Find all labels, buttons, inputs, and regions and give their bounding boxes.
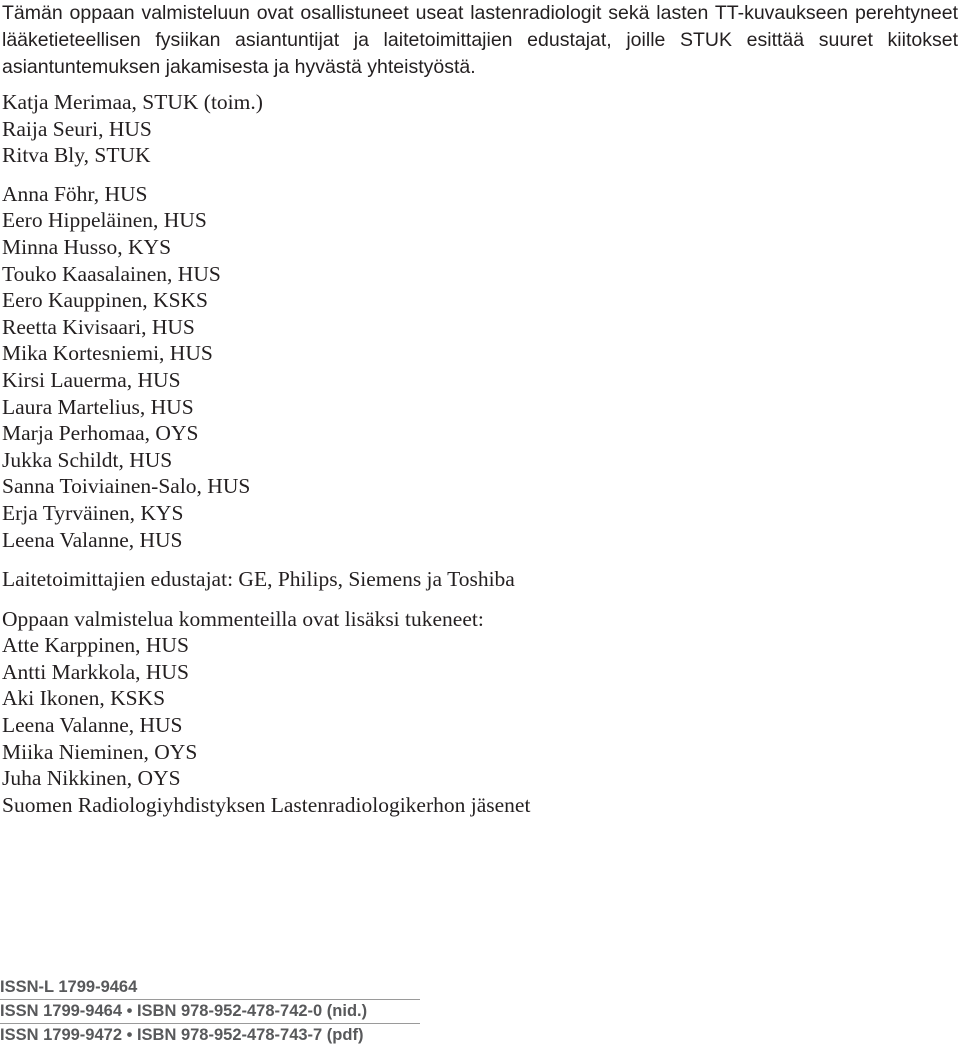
contributor-line: Marja Perhomaa, OYS [2, 421, 199, 446]
contributor-line: Anna Föhr, HUS [2, 181, 148, 206]
issn-print-line: ISSN 1799-9464 • ISBN 978-952-478-742-0 (nid.) [0, 1002, 368, 1020]
contributor-line: Leena Valanne, HUS [2, 527, 183, 552]
commenter-line: Leena Valanne, HUS [2, 713, 183, 738]
commenter-line: Antti Markkola, HUS [2, 659, 189, 684]
issn-l-line: ISSN-L 1799-9464 [0, 978, 138, 996]
contributor-line: Reetta Kivisaari, HUS [2, 314, 195, 339]
commenter-line: Juha Nikkinen, OYS [2, 766, 181, 791]
contributor-line: Laura Martelius, HUS [2, 394, 194, 419]
commenter-line: Aki Ikonen, KSKS [2, 686, 166, 711]
vendors-line: Laitetoimittajien edustajat: GE, Philips, Siemens ja Toshiba [2, 567, 515, 592]
commenter-line: Miika Nieminen, OYS [2, 739, 198, 764]
commenter-line: Atte Karppinen, HUS [2, 633, 189, 658]
editor-line: Katja Merimaa, STUK (toim.) [2, 90, 263, 114]
contributor-line: Sanna Toiviainen-Salo, HUS [2, 474, 251, 499]
editor-line: Raija Seuri, HUS [2, 116, 152, 141]
contributor-line: Erja Tyrväinen, KYS [2, 500, 184, 525]
intro-paragraph: Tämän oppaan valmisteluun ovat osallistuneet useat lastenradiologit sekä lasten TT-kuvaukseen perehtyneet lääketieteellisen fysiikan asiantuntijat ja laitetoimittajien edustajat, joille STUK esittää suuret kiitokset asiantuntemuksen jakamisesta ja hyvästä yhteistyöstä. [2, 2, 958, 78]
contributor-line: Touko Kaasalainen, HUS [2, 261, 221, 286]
contributor-line: Kirsi Lauerma, HUS [2, 367, 181, 392]
contributor-line: Mika Kortesniemi, HUS [2, 341, 213, 366]
issn-block [0, 976, 420, 1047]
contributor-list [2, 89, 942, 818]
editor-line: Ritva Bly, STUK [2, 143, 151, 168]
contributor-line: Eero Hippeläinen, HUS [2, 208, 207, 233]
contributor-line: Minna Husso, KYS [2, 234, 172, 259]
issn-pdf-line: ISSN 1799-9472 • ISBN 978-952-478-743-7 (pdf) [0, 1026, 364, 1044]
commenters-heading: Oppaan valmistelua kommenteilla ovat lisäksi tukeneet: [2, 606, 484, 631]
contributor-line: Eero Kauppinen, KSKS [2, 288, 209, 313]
commenter-line: Suomen Radiologiyhdistyksen Lastenradiologikerhon jäsenet [2, 792, 531, 817]
contributor-line: Jukka Schildt, HUS [2, 447, 173, 472]
